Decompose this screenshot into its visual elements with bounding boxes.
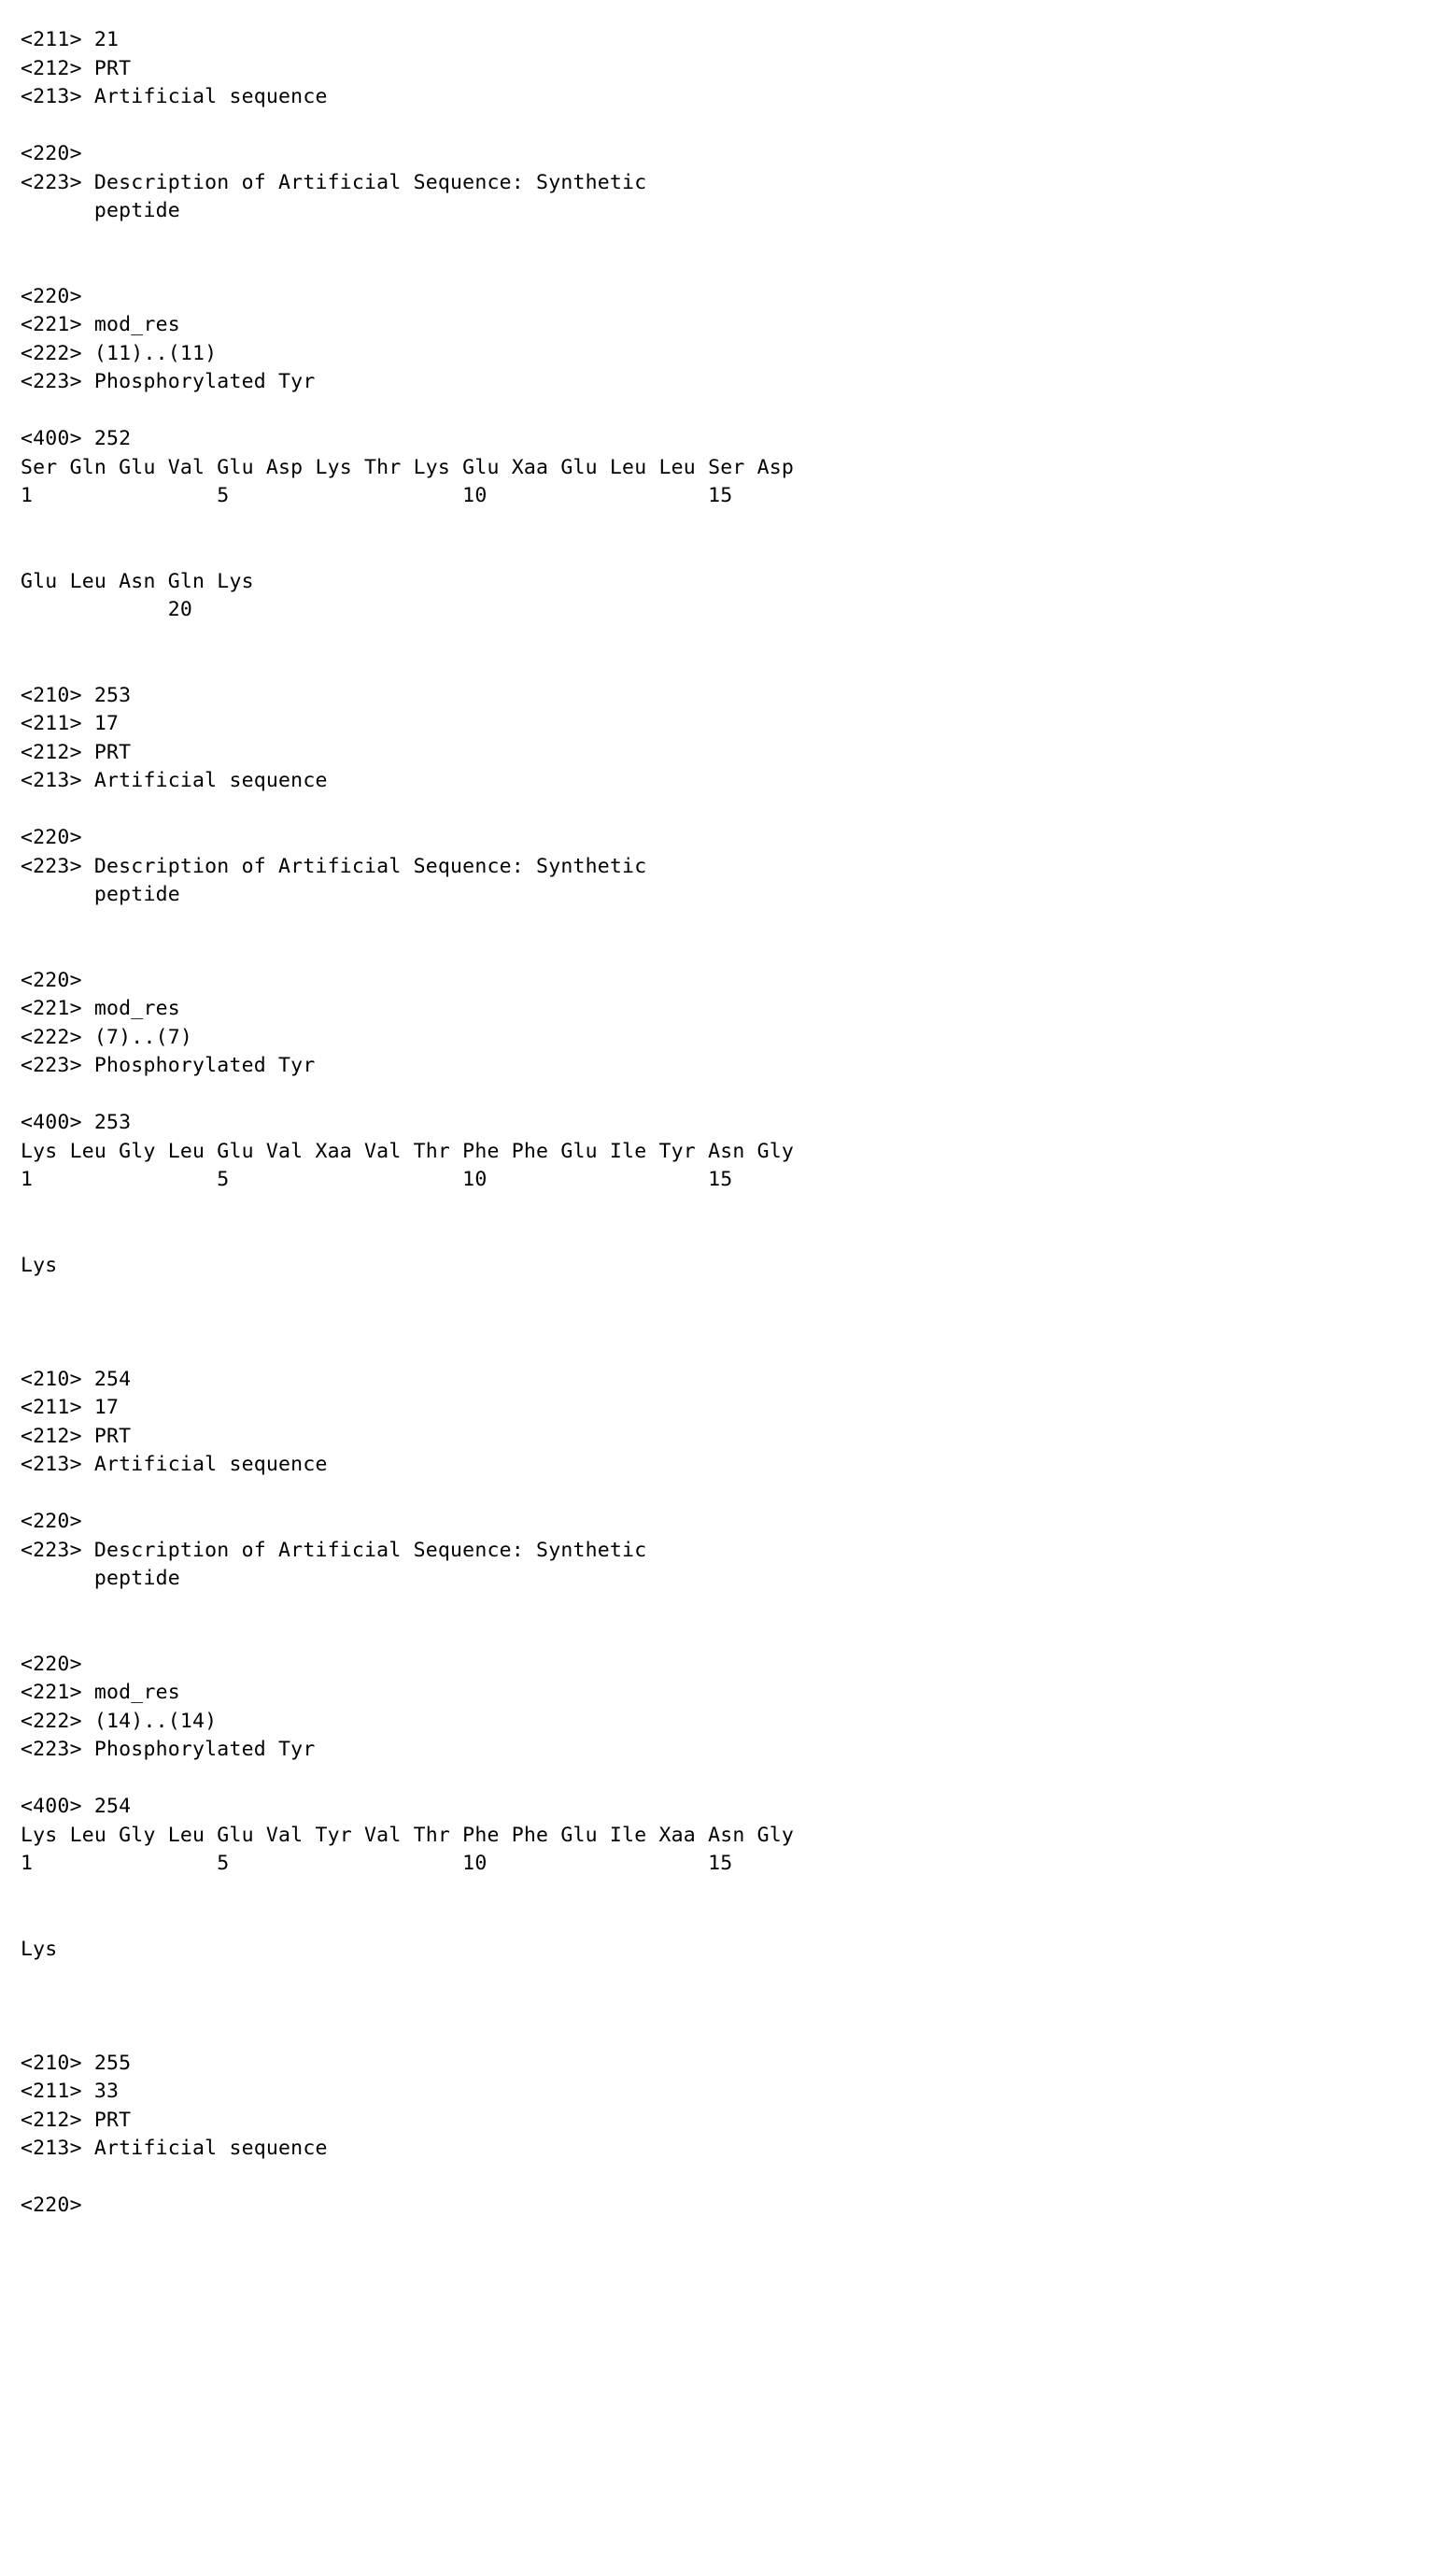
blank-line (21, 1765, 1435, 1794)
text-line: <223> Description of Artificial Sequence: Synthetic (21, 170, 647, 194)
text-line: <210> 255 (21, 2051, 132, 2075)
text-line: <211> 17 (21, 1396, 120, 1419)
sequence-listing-body (21, 26, 1435, 2221)
blank-line (21, 1594, 1435, 1623)
text-line: <221> mod_res (21, 997, 180, 1020)
text-line: peptide (21, 1567, 180, 1590)
sequence-row: Ser Gln Glu Val Glu Asp Lys Thr Lys Glu Xaa Glu Leu Leu Ser Asp (21, 455, 795, 479)
blank-line (21, 1081, 1435, 1110)
text-line: <212> PRT (21, 2108, 132, 2132)
text-line: <222> (14)..(14) (21, 1709, 218, 1733)
text-line: <220> (21, 826, 82, 849)
text-line: peptide (21, 883, 180, 906)
text-line: <210> 254 (21, 1367, 132, 1391)
text-line: <212> PRT (21, 1424, 132, 1448)
blank-line (21, 539, 1435, 568)
blank-line (21, 1879, 1435, 1908)
text-line: <400> 253 (21, 1111, 132, 1134)
blank-line (21, 397, 1435, 426)
blank-line (21, 254, 1435, 283)
text-line: <400> 254 (21, 1795, 132, 1818)
blank-line (21, 2021, 1435, 2050)
blank-line (21, 1480, 1435, 1509)
sequence-row: Lys (21, 1253, 58, 1277)
text-line: <212> PRT (21, 740, 132, 764)
sequence-row: Lys Leu Gly Leu Glu Val Tyr Val Thr Phe Phe Glu Ile Xaa Asn Gly (21, 1823, 795, 1847)
text-line: <220> (21, 1652, 82, 1676)
text-line: <222> (11)..(11) (21, 341, 218, 365)
text-line: peptide (21, 199, 180, 222)
text-line: <213> Artificial sequence (21, 2137, 328, 2160)
text-line: <220> (21, 284, 82, 308)
blank-line (21, 1907, 1435, 1936)
blank-line (21, 1337, 1435, 1366)
blank-line (21, 625, 1435, 654)
sequence-row: Glu Leu Asn Gln Lys (21, 569, 254, 593)
text-line: <220> (21, 2194, 82, 2217)
text-line: <223> Phosphorylated Tyr (21, 1054, 316, 1077)
sequence-number-row: 1 5 10 15 (21, 484, 733, 507)
text-line: <211> 17 (21, 712, 120, 735)
text-line: <221> mod_res (21, 313, 180, 336)
text-line: <400> 252 (21, 427, 132, 450)
text-line: <220> (21, 1510, 82, 1533)
text-line: <223> Phosphorylated Tyr (21, 370, 316, 393)
text-line: <211> 33 (21, 2080, 120, 2103)
text-line: <222> (7)..(7) (21, 1025, 193, 1049)
blank-line (21, 1280, 1435, 1309)
blank-line (21, 1622, 1435, 1651)
sequence-row: Lys Leu Gly Leu Glu Val Xaa Val Thr Phe Phe Glu Ile Tyr Asn Gly (21, 1139, 795, 1163)
blank-line (21, 511, 1435, 540)
text-line: <221> mod_res (21, 1681, 180, 1704)
text-line: <213> Artificial sequence (21, 85, 328, 108)
text-line: <220> (21, 968, 82, 992)
sequence-number-row: 1 5 10 15 (21, 1852, 733, 1875)
blank-line (21, 796, 1435, 825)
sequence-number-row: 1 5 10 15 (21, 1168, 733, 1191)
blank-line (21, 938, 1435, 967)
blank-line (21, 1195, 1435, 1224)
text-line: <213> Artificial sequence (21, 769, 328, 792)
blank-line (21, 653, 1435, 682)
sequence-number-row: 20 (21, 598, 193, 621)
blank-line (21, 1223, 1435, 1252)
blank-line (21, 226, 1435, 255)
blank-line (21, 1964, 1435, 1993)
sequence-row: Lys (21, 1937, 58, 1961)
text-line: <210> 253 (21, 683, 132, 707)
text-line: <211> 21 (21, 28, 120, 51)
text-line: <223> Phosphorylated Tyr (21, 1738, 316, 1761)
text-line: <212> PRT (21, 56, 132, 80)
blank-line (21, 1993, 1435, 2022)
text-line: <223> Description of Artificial Sequence: Synthetic (21, 854, 647, 878)
text-line: <223> Description of Artificial Sequence: Synthetic (21, 1538, 647, 1562)
blank-line (21, 112, 1435, 141)
blank-line (21, 910, 1435, 939)
text-line: <220> (21, 142, 82, 165)
blank-line (21, 2164, 1435, 2193)
blank-line (21, 1309, 1435, 1338)
text-line: <213> Artificial sequence (21, 1453, 328, 1476)
